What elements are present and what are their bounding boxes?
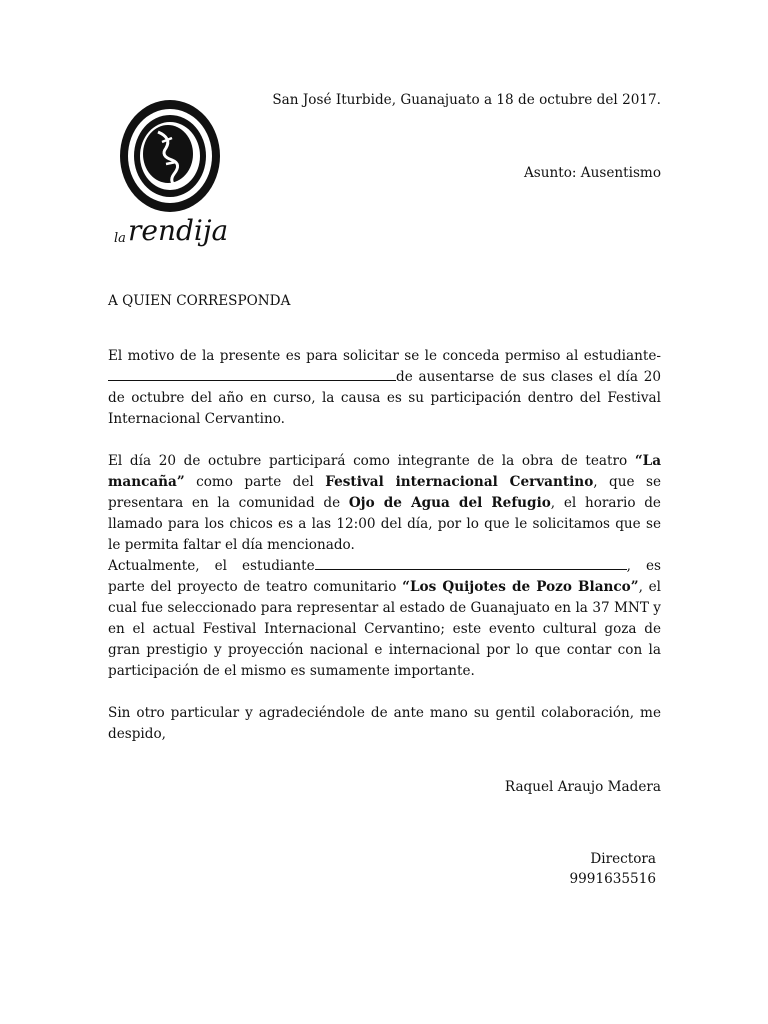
student-name-blank-2[interactable] xyxy=(315,556,627,570)
play-title: “La mancaña” xyxy=(108,453,661,490)
p2-text-a: El día 20 de octubre participará como integrante de la obra de teatro xyxy=(108,453,635,469)
community-name: Ojo de Agua del Refugio xyxy=(348,495,551,511)
logo-text-main: rendija xyxy=(128,214,229,247)
salutation: A QUIEN CORRESPONDA xyxy=(108,293,291,309)
festival-name: Festival internacional Cervantino xyxy=(325,474,594,490)
signature-name: Raquel Araujo Madera xyxy=(504,779,661,795)
p3-text-a: Actualmente, el estudiante xyxy=(108,558,315,574)
paragraph-project xyxy=(108,556,661,682)
signature-phone: 9991635516 xyxy=(569,871,656,887)
date-line: San José Iturbide, Guanajuato a 18 de octubre del 2017. xyxy=(272,92,661,108)
signature-title: Directora xyxy=(590,851,656,867)
project-name: “Los Quijotes de Pozo Blanco” xyxy=(402,579,639,595)
p1-text-a: El motivo de la presente es para solicitar se le conceda permiso al estudiante- xyxy=(108,348,661,364)
spiral-mask-logo-icon xyxy=(108,92,238,257)
p3-text-d: , el cual fue seleccionado para representar al estado de Guanajuato en la 37 MNT y en el actual Festival Internacional Cervantino; este evento cultural goza de gran prestigio y proyección nacional e internacional por lo que contar con la participación de el mismo es sumamente importante. xyxy=(108,579,661,679)
paragraph-event xyxy=(108,451,661,556)
logo-text-small: la xyxy=(114,231,126,246)
logo-spiral xyxy=(120,100,220,212)
subject-line: Asunto: Ausentismo xyxy=(523,165,661,181)
paragraph-closing: Sin otro particular y agradeciéndole de ante mano su gentil colaboración, me despido, xyxy=(108,705,661,742)
p3-text-b: , es parte del proyecto de teatro comunitario xyxy=(108,558,661,595)
p2-text-g: , el horario de llamado para los chicos es a las 12:00 del día, por lo que le solicitamos que se le permita faltar el día mencionado. xyxy=(108,495,661,553)
paragraph-request xyxy=(108,346,661,430)
p2-text-e: , que se presentara en la comunidad de xyxy=(108,474,661,511)
student-name-blank[interactable] xyxy=(108,367,396,381)
p2-text-c: como parte del xyxy=(184,474,326,490)
p1-text-b: de ausentarse de sus clases el día 20 de octubre del año en curso, la causa es su participación dentro del Festival Internacional Cervantino. xyxy=(108,369,661,427)
